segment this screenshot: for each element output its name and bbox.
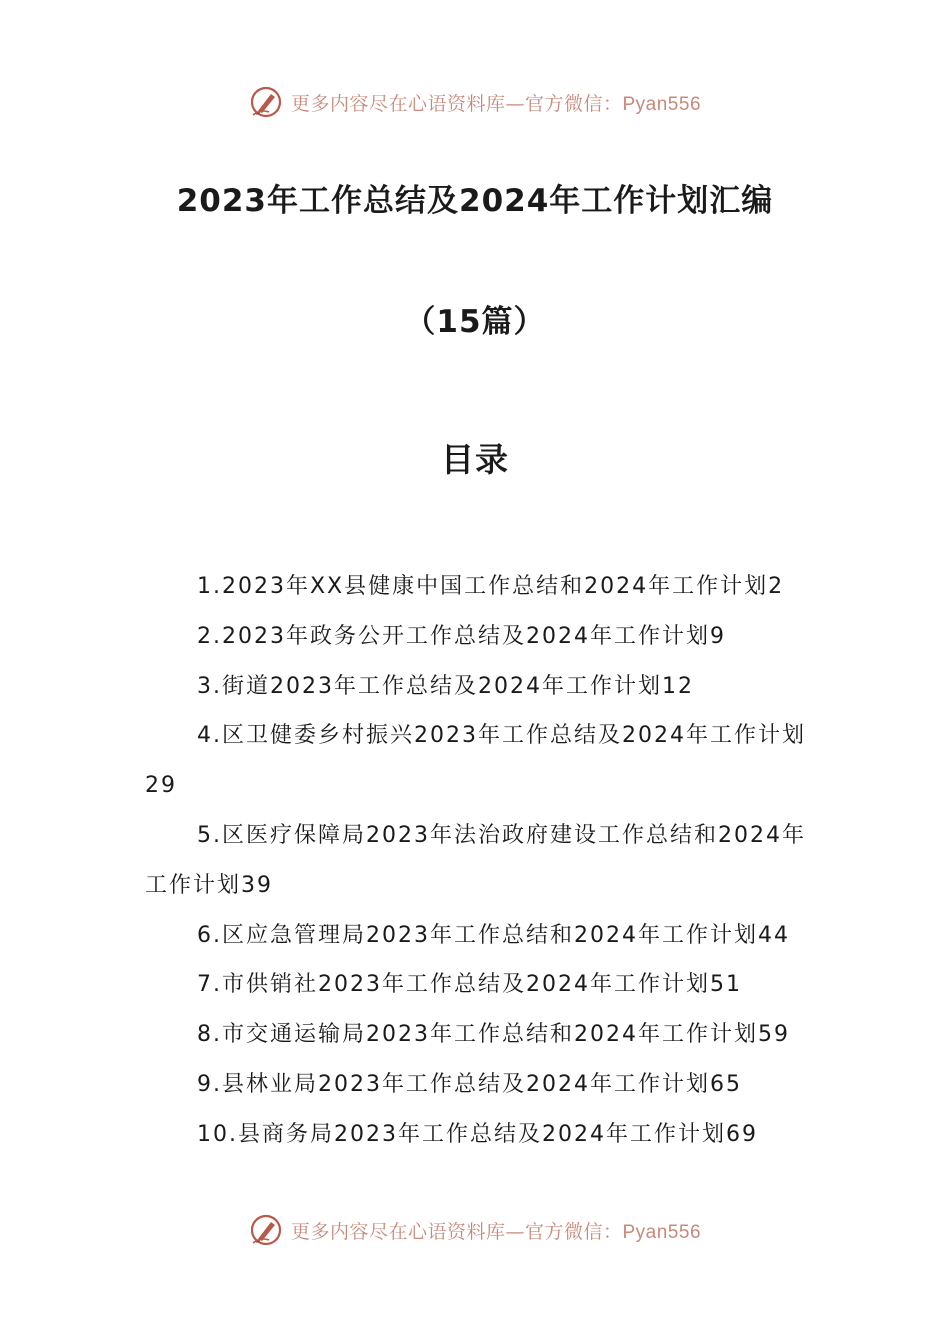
toc-item[interactable]: 5.区医疗保障局2023年法治政府建设工作总结和2024年工作计划39 xyxy=(145,822,806,898)
toc-item[interactable]: 6.区应急管理局2023年工作总结和2024年工作计划44 xyxy=(197,922,790,948)
toc-item[interactable]: 9.县林业局2023年工作总结及2024年工作计划65 xyxy=(197,1071,742,1097)
toc-item[interactable]: 3.街道2023年工作总结及2024年工作计划12 xyxy=(197,673,694,699)
watermark-wechat-id: Pyan556 xyxy=(622,1221,702,1243)
toc-item[interactable]: 2.2023年政务公开工作总结及2024年工作计划9 xyxy=(197,623,726,649)
header-watermark xyxy=(0,82,950,122)
footer-watermark xyxy=(0,1210,950,1250)
toc-item[interactable]: 1.2023年XX县健康中国工作总结和2024年工作计划2 xyxy=(197,574,785,599)
pen-logo-icon xyxy=(249,85,283,119)
toc-heading: 目录 xyxy=(441,440,509,479)
toc-item[interactable]: 10.县商务局2023年工作总结及2024年工作计划69 xyxy=(197,1121,758,1147)
table-of-contents xyxy=(145,562,810,1160)
toc-item[interactable]: 4.区卫健委乡村振兴2023年工作总结及2024年工作计划29 xyxy=(145,723,806,799)
watermark-text: 更多内容尽在心语资料库—官方微信：Pyan556 xyxy=(290,92,702,115)
pen-logo-icon xyxy=(249,1213,283,1247)
document-title: 2023年工作总结及2024年工作计划汇编 xyxy=(176,183,774,219)
watermark-wechat-id: Pyan556 xyxy=(622,93,702,115)
toc-item[interactable]: 8.市交通运输局2023年工作总结和2024年工作计划59 xyxy=(197,1022,790,1048)
toc-item[interactable]: 7.市供销社2023年工作总结及2024年工作计划51 xyxy=(197,972,742,998)
watermark-text: 更多内容尽在心语资料库—官方微信：Pyan556 xyxy=(290,1220,702,1243)
document-subtitle: （15篇） xyxy=(404,304,546,340)
